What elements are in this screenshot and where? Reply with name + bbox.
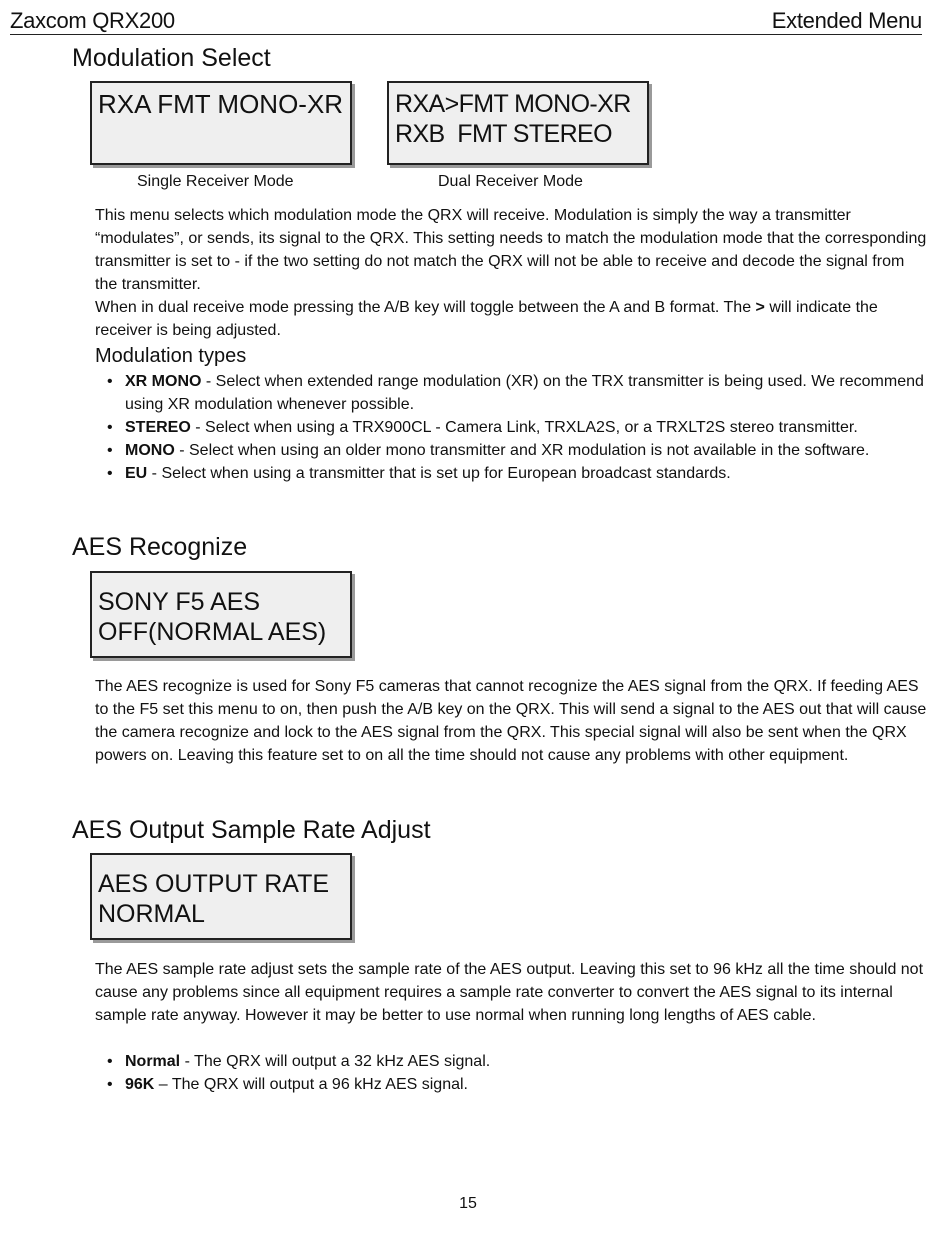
modulation-description	[95, 204, 930, 342]
running-header	[10, 8, 922, 35]
lcd-line: RXB FMT STEREO	[395, 120, 612, 148]
header-section: Extended Menu	[771, 8, 922, 33]
header-product: Zaxcom QRX200	[10, 8, 175, 33]
paragraph: The AES sample rate adjust sets the sample rate of the AES output. Leaving this set to 96 kHz all the time should not cause any problems since all equipment requires a sample rate converter to convert the AES signal to its internal sample rate anyway. However it may be better to use normal when running long lengths of AES cable.	[95, 961, 924, 1024]
paragraph: When in dual receive mode pressing the A/B key will toggle between the A and B format. The > will indicate the receiver is being adjusted.	[95, 299, 878, 339]
caption-single-receiver: Single Receiver Mode	[137, 173, 294, 190]
caption-dual-receiver: Dual Receiver Mode	[438, 173, 583, 190]
list-item: • Normal - The QRX will output a 32 kHz AES signal.	[107, 1053, 491, 1070]
paragraph: The AES recognize is used for Sony F5 cameras that cannot recognize the AES signal from the QRX. If feeding AES to the F5 set this menu to on, then push the A/B key on the QRX. This will send a signal to the AES out that will cause the camera recognize and lock to the AES signal from the QRX. This special signal will also be sent when the QRX powers on. Leaving this feature set to on all the time should not cause any problems with other equipment.	[95, 678, 927, 764]
lcd-line: AES OUTPUT RATE	[98, 870, 330, 898]
aes-output-rate-description	[95, 958, 930, 1027]
list-item: • MONO - Select when using an older mono transmitter and XR modulation is not available in the software.	[107, 442, 870, 459]
page-number: 15	[459, 1195, 477, 1212]
lcd-single-receiver	[90, 81, 352, 165]
lcd-aes-recognize	[90, 571, 352, 658]
list-item: • STEREO - Select when using a TRX900CL - Camera Link, TRXLA2S, or a TRXLT2S stereo transmitter.	[107, 419, 858, 436]
paragraph: This menu selects which modulation mode the QRX will receive. Modulation is simply the way a transmitter “modulates”, or sends, its signal to the QRX. This setting needs to match the modulation mode that the corresponding transmitter is set to - if the two setting do not match the QRX will not be able to receive and decode the signal from the transmitter.	[95, 207, 927, 293]
indicator-symbol: >	[755, 299, 765, 316]
section-title-modulation: Modulation Select	[72, 44, 271, 72]
lcd-line: SONY F5 AES	[98, 588, 261, 616]
aes-rate-options-list	[95, 1050, 950, 1096]
section-title-aes-recognize: AES Recognize	[72, 533, 248, 561]
section-title-aes-output-rate: AES Output Sample Rate Adjust	[72, 816, 431, 844]
lcd-dual-receiver	[387, 81, 649, 165]
list-item: • 96K – The QRX will output a 96 kHz AES signal.	[107, 1076, 468, 1093]
subsection-title-modulation-types: Modulation types	[95, 345, 247, 367]
list-item: • EU - Select when using a transmitter that is set up for European broadcast standards.	[107, 465, 731, 482]
list-item: • XR MONO - Select when extended range modulation (XR) on the TRX transmitter is being used. We recommend using XR modulation whenever possible.	[107, 373, 924, 413]
lcd-line: RXA FMT MONO-XR	[98, 89, 344, 119]
aes-recognize-description	[95, 675, 930, 767]
lcd-line: NORMAL	[98, 900, 205, 928]
lcd-line: OFF(NORMAL AES)	[98, 618, 327, 646]
modulation-types-list	[95, 370, 950, 485]
lcd-aes-output-rate	[90, 853, 352, 940]
lcd-line: RXA>FMT MONO-XR	[395, 90, 631, 118]
